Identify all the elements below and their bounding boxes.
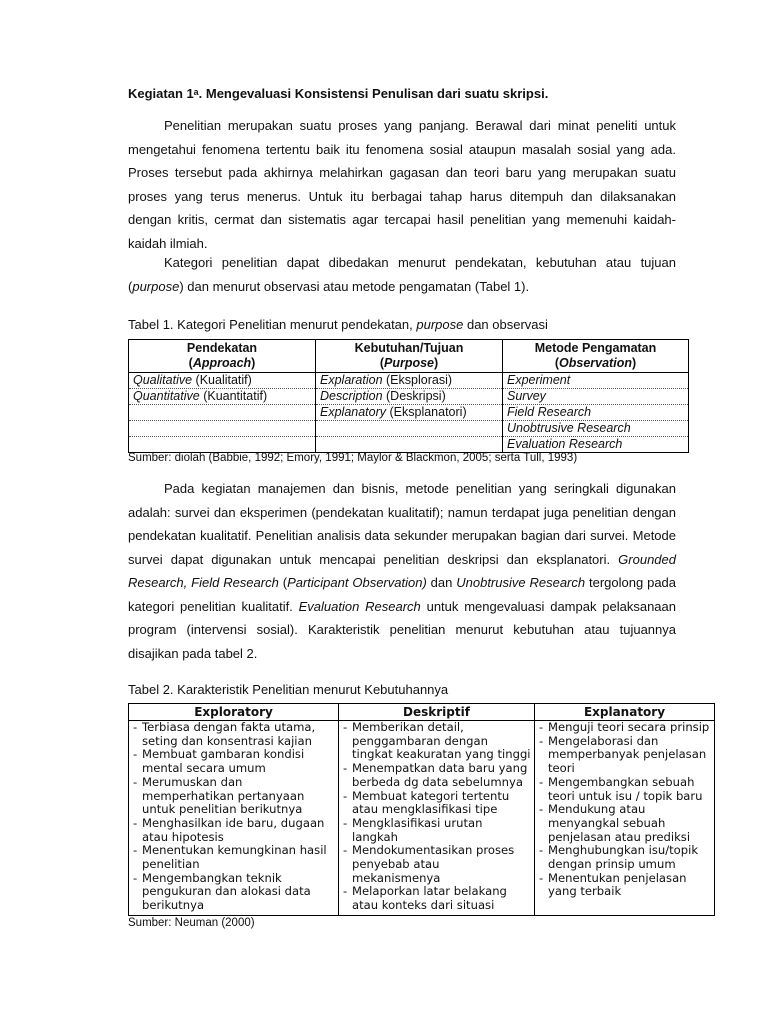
table-row [129,389,689,405]
table-1-caption-b: purpose [416,317,464,332]
cell-text: (Eksplanatori) [386,405,467,419]
header-paren: ) [631,356,637,370]
cell-term: Qualitative [133,373,193,387]
deskriptif-cell [339,721,535,916]
cell-text: (Kuantitatif) [199,389,268,403]
list-item: - Mengklasifikasi urutan langkah [342,817,531,844]
list-item: - Menghasilkan ide baru, dugaan atau hipotesis [132,817,335,844]
table-1-header-approach [129,340,316,373]
table-cell [316,437,503,453]
table-cell [316,405,503,421]
paragraph-3-text-a: Pada kegiatan manajemen dan bisnis, metode penelitian yang seringkali digunakan adalah: survei dan eksperimen (pendekatan kualitatif); namun terdapat juga penelitian dengan pendekatan kualitatif. Penelitian analisis data sekunder merupakan bagian dari survei. Metode survei dapat digunakan untuk mencapai penelitian deskripsi dan eksplanatori. [128,481,676,567]
deskriptif-list [342,721,531,913]
table-2-header-explanatory: Explanatory [535,704,715,721]
paragraph-2-text-c: ) dan menurut observasi atau metode pengamatan (Tabel 1). [179,278,530,294]
list-item: - Menguji teori secara prinsip [538,721,711,735]
list-item: - Membuat gambaran kondisi mental secara umum [132,748,335,775]
paragraph-3 [128,477,676,665]
paragraph-3-text-k: untuk mengevaluasi dampak pelaksanaan program (intervensi sosial). Karakteristik penelitian menurut kebutuhan atau tujuannya disajikan pada tabel 2. [128,598,676,661]
table-cell [129,437,316,453]
paragraph-3-term-evaluation: Evaluation Research [298,598,421,614]
table-2-caption: Tabel 2. Karakteristik Penelitian menurut Kebutuhannya [128,682,449,697]
cell-term: Explanatory [320,405,387,419]
explanatory-cell [535,721,715,916]
cell-text: (Deskripsi) [382,389,446,403]
table-cell [503,373,689,389]
cell-term: Description [320,389,383,403]
table-cell [316,373,503,389]
paragraph-1-text: Penelitian merupakan suatu proses yang panjang. Berawal dari minat peneliti untuk mengetahui fenomena tertentu baik itu fenomena sosial ataupun masalah sosial yang ada. Proses tersebut pada akhirnya melahirkan gagasan dan teori baru yang merupakan suatu proses yang terus menerus. Untuk itu berbagai tahap harus ditempuh dan dilaksanakan dengan kritis, cermat dan sistematis agar tercapai hasil penelitian yang memenuhi kaidah-kaidah ilmiah. [128,118,676,251]
table-1 [128,339,689,453]
table-cell [503,421,689,437]
table-cell [503,437,689,453]
table-1-header-purpose [316,340,503,373]
exploratory-cell [129,721,339,916]
header-line: Metode Pengamatan [534,341,657,355]
table-cell [316,389,503,405]
paragraph-2-purpose-term: purpose [132,278,180,294]
table-row [129,437,689,453]
paragraph-3-term-participant: Participant Observation) [287,575,427,590]
cell-term: Evaluation Research [507,437,623,451]
table-2-source: Sumber: Neuman (2000) [128,917,255,929]
cell-term: Explaration [320,373,383,387]
table-cell [129,421,316,437]
cell-term: Field Research [507,405,592,419]
cell-term: Experiment [507,373,571,387]
paragraph-2 [128,251,676,298]
header-term: Approach [192,356,252,370]
table-cell [129,389,316,405]
table-2-header-deskriptif: Deskriptif [339,704,535,721]
header-line: Pendekatan [186,341,258,355]
header-term: Purpose [383,356,434,370]
header-paren: ) [434,356,439,370]
table-cell [503,405,689,421]
table-cell [129,405,316,421]
table-row [129,421,689,437]
table-1-caption [128,317,548,332]
table-row [129,373,689,389]
header-paren: ) [251,356,256,370]
explanatory-list [538,721,711,899]
list-item: - Mengelaborasi dan memperbanyak penjelasan teori [538,735,711,776]
paragraph-3-text-e: ( [278,575,288,590]
list-item: - Menempatkan data baru yang berbeda dg data sebelumnya [342,762,531,789]
list-item: - Mengembangkan teknik pengukuran dan alokasi data berikutnya [132,872,335,913]
table-2 [128,703,715,916]
paragraph-3-term-grounded: Grounded Research, [128,551,676,590]
header-line: Kebutuhan/Tujuan [354,341,464,355]
table-cell [316,421,503,437]
cell-term: Quantitative [133,389,200,403]
table-2-header-exploratory: Exploratory [129,704,339,721]
list-item: - Memberikan detail, penggambaran dengan tingkat keakuratan yang tinggi [342,721,531,762]
table-cell [129,373,316,389]
header-term: Observation [559,356,632,370]
cell-term: Unobtrusive Research [507,421,631,435]
header-paren: ( [188,356,193,370]
cell-text: (Eksplorasi) [382,373,453,387]
cell-term: Survey [507,389,546,403]
paragraph-3-term-field: Field Research [191,575,279,590]
list-item: - Terbiasa dengan fakta utama, seting dan konsentrasi kajian [132,721,335,748]
activity-heading: Kegiatan 1ᵃ. Mengevaluasi Konsistensi Penulisan dari suatu skripsi. [128,86,549,101]
list-item: - Membuat kategori tertentu atau mengklasifikasi tipe [342,790,531,817]
table-row [129,405,689,421]
list-item: - Menghubungkan isu/topik dengan prinsip umum [538,844,711,871]
table-1-source: Sumber: diolah (Babbie, 1992; Emory, 1991; Maylor & Blackmon, 2005; serta Tull, 1993) [128,452,578,464]
list-item: - Menentukan penjelasan yang terbaik [538,872,711,899]
table-2-body-row [129,721,715,916]
list-item: - Mengembangkan sebuah teori untuk isu / topik baru [538,776,711,803]
cell-text: (Kualitatif) [192,373,252,387]
exploratory-list [132,721,335,913]
paragraph-3-term-unobtrusive: Unobtrusive Research [456,575,586,590]
table-1-caption-a: Tabel 1. Kategori Penelitian menurut pendekatan, [128,317,417,332]
table-cell [503,389,689,405]
list-item: - Menentukan kemungkinan hasil penelitian [132,844,335,871]
list-item: - Mendukung atau menyangkal sebuah penjelasan atau prediksi [538,803,711,844]
paragraph-1 [128,114,676,255]
table-1-header-observation [503,340,689,373]
header-paren: ( [554,356,560,370]
paragraph-3-text-g: dan [426,575,457,590]
header-paren: ( [379,356,384,370]
list-item: - Mendokumentasikan proses penyebab atau mekanismenya [342,844,531,885]
paragraph-2-text-a: Kategori penelitian dapat dibedakan menurut pendekatan, kebutuhan atau tujuan ( [128,255,676,294]
table-2-header-row [129,704,715,721]
list-item: - Merumuskan dan memperhatikan pertanyaan untuk penelitian berikutnya [132,776,335,817]
list-item: - Melaporkan latar belakang atau konteks dari situasi [342,885,531,912]
paragraph-3-text-i: tergolong pada kategori penelitian kualitatif. [128,575,677,614]
table-1-caption-c: dan observasi [463,317,548,332]
table-1-header-row [129,340,689,373]
